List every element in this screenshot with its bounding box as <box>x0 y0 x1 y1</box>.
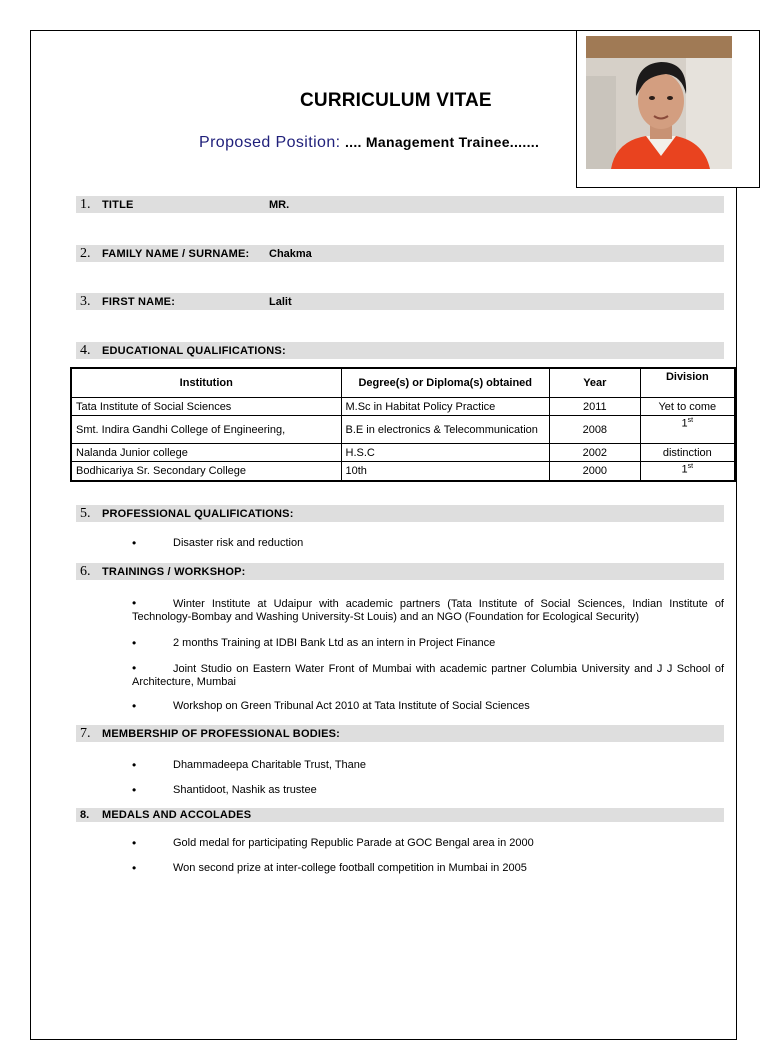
list-item-text: Joint Studio on Eastern Water Front of Mumbai with academic partner Columbia University and J J School of Architecture, Mumbai <box>132 663 724 688</box>
section-number: 1. <box>80 196 91 212</box>
list-item-text: Gold medal for participating Republic Parade at GOC Bengal area in 2000 <box>173 837 534 849</box>
section-label: EDUCATIONAL QUALIFICATIONS: <box>102 344 286 357</box>
cell-year: 2000 <box>549 462 640 482</box>
portrait-image <box>586 36 732 169</box>
cell-division: distinction <box>640 444 735 462</box>
bullet-icon: • <box>132 636 137 650</box>
list-item-text: Workshop on Green Tribunal Act 2010 at Tata Institute of Social Sciences <box>173 700 530 712</box>
cell-degree: B.E in electronics & Telecommunication <box>341 416 549 444</box>
section-number: 8. <box>80 808 90 821</box>
cell-division: Yet to come <box>640 398 735 416</box>
table-header-row <box>71 368 735 398</box>
list-item-text: Dhammadeepa Charitable Trust, Thane <box>173 759 367 771</box>
section-label: FIRST NAME: <box>102 295 176 308</box>
list-item-text: Shantidoot, Nashik as trustee <box>173 784 317 796</box>
list-item-text: Won second prize at inter-college football competition in Mumbai in 2005 <box>173 862 527 874</box>
title-value: MR. <box>269 198 290 211</box>
cell-division <box>640 416 735 444</box>
section-label: TITLE <box>102 198 134 211</box>
cell-degree: H.S.C <box>341 444 549 462</box>
list-item-text: Disaster risk and reduction <box>173 537 304 549</box>
table-row <box>71 462 735 482</box>
section-label: TRAININGS / WORKSHOP: <box>102 565 246 578</box>
proposed-position <box>199 134 539 152</box>
section-membership <box>80 725 340 742</box>
profile-photo <box>576 30 760 188</box>
family-name-value: Chakma <box>269 247 312 260</box>
section-trainings <box>80 563 246 580</box>
table-row <box>71 398 735 416</box>
bullet-icon: • <box>132 536 137 550</box>
section-first-name <box>80 293 292 310</box>
table-row <box>71 444 735 462</box>
column-header: Year <box>549 368 640 398</box>
section-number: 5. <box>80 505 91 521</box>
section-label: PROFESSIONAL QUALIFICATIONS: <box>102 507 294 520</box>
cell-year: 2011 <box>549 398 640 416</box>
section-number: 6. <box>80 563 91 579</box>
first-name-value: Lalit <box>269 295 292 308</box>
bullet-icon: • <box>132 836 137 850</box>
bullet-icon: • <box>132 699 137 713</box>
bullet-icon: • <box>132 758 137 772</box>
section-label: FAMILY NAME / SURNAME: <box>102 247 250 260</box>
section-label: MEMBERSHIP OF PROFESSIONAL BODIES: <box>102 727 341 740</box>
division-superscript: st <box>687 417 694 424</box>
list-item-text: Winter Institute at Udaipur with academic partners (Tata Institute of Social Sciences, Indian Institute of Technology-Bombay and Washing University-St Louis) and an NGO (Foundation for Ecological Security) <box>132 598 724 623</box>
bullet-icon: • <box>132 596 137 610</box>
cell-division <box>640 462 735 482</box>
cell-institution: Bodhicariya Sr. Secondary College <box>71 462 341 482</box>
table-row <box>71 416 735 444</box>
list-item-text: 2 months Training at IDBI Bank Ltd as an intern in Project Finance <box>173 637 496 649</box>
section-number: 2. <box>80 245 91 261</box>
section-medals <box>80 807 251 822</box>
section-number: 3. <box>80 293 91 309</box>
cell-year: 2002 <box>549 444 640 462</box>
bullet-icon: • <box>132 783 137 797</box>
cell-institution: Nalanda Junior college <box>71 444 341 462</box>
section-education <box>80 342 286 359</box>
list-item <box>132 597 724 624</box>
section-professional <box>80 505 294 522</box>
bullet-icon: • <box>132 661 137 675</box>
cell-institution: Smt. Indira Gandhi College of Engineering, <box>71 416 341 444</box>
proposed-position-label: Proposed Position: <box>199 134 341 151</box>
section-number: 7. <box>80 725 91 741</box>
section-label: MEDALS AND ACCOLADES <box>102 808 252 821</box>
bullet-icon: • <box>132 861 137 875</box>
section-title <box>80 196 290 213</box>
column-header: Institution <box>71 368 341 398</box>
section-number: 4. <box>80 342 91 358</box>
section-family-name <box>80 245 312 262</box>
division-superscript: st <box>687 463 694 470</box>
division-value: 1 <box>681 463 688 476</box>
cell-degree: 10th <box>341 462 549 482</box>
list-item <box>132 662 724 689</box>
section-bar <box>76 196 724 213</box>
cell-year: 2008 <box>549 416 640 444</box>
division-value: 1 <box>681 417 688 430</box>
cell-institution: Tata Institute of Social Sciences <box>71 398 341 416</box>
cell-degree: M.Sc in Habitat Policy Practice <box>341 398 549 416</box>
column-header: Degree(s) or Diploma(s) obtained <box>341 368 549 398</box>
education-table <box>70 367 736 482</box>
document-title: CURRICULUM VITAE <box>300 90 492 111</box>
column-header: Division <box>640 368 735 398</box>
proposed-position-value: .... Management Trainee....... <box>344 134 540 150</box>
